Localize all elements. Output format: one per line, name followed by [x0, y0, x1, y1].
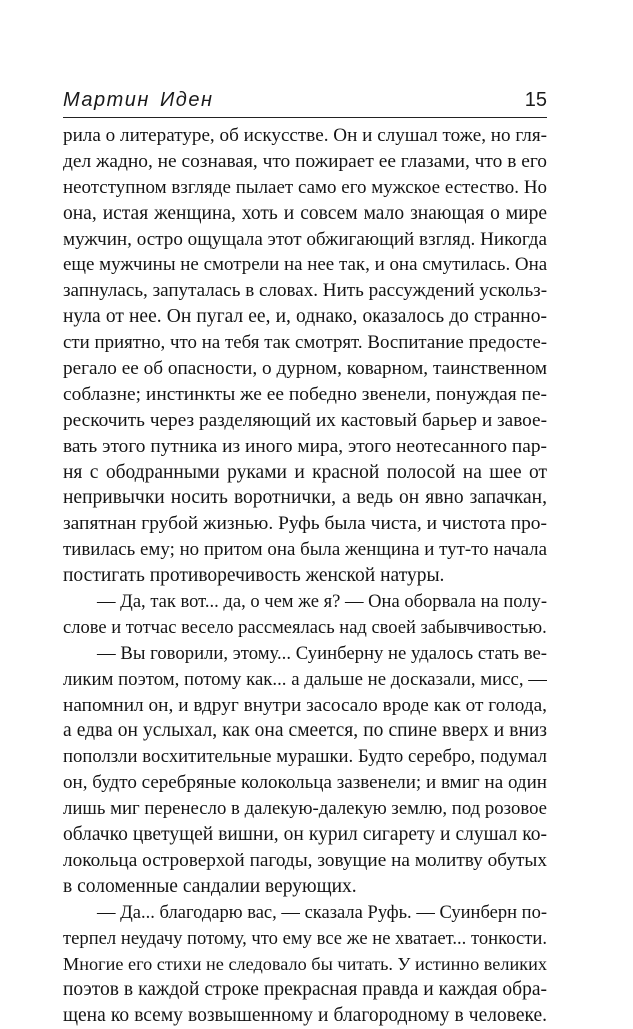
text-line: дел жадно, не сознавая, что пожирает ее глазами, что в его [63, 150, 547, 172]
text-line: локольца островерхой пагоды, зовущие на молитву обутых [63, 849, 547, 871]
text-line: — Да, так вот... да, о чем же я? — Она оборвала на полу- [97, 591, 547, 613]
text-line: сти приятно, что на тебя так смотрят. Воспитание предосте- [63, 332, 547, 354]
text-line: напомнил он, и вдруг внутри засосало вроде как от голода, [63, 694, 547, 716]
text-line: соблазне; инстинкты же ее победно звенели, понуждая пе- [63, 383, 547, 405]
text-line: — Да... благодарю вас, — сказала Руфь. — Суинберн по- [97, 901, 547, 923]
text-line: мужчин, остро ощущала этот обжигающий взгляд. Никогда [63, 228, 547, 250]
text-line: еще мужчины не смотрели на нее так, и она смутилась. Она [63, 254, 547, 276]
text-line: терпел неудачу потому, что ему все же не хватает... тонкости. [63, 927, 547, 949]
text-line: постигать противоречивость женской натуры. [63, 565, 445, 587]
text-line: тивилась ему; но притом она была женщина и тут-то начала [63, 539, 547, 561]
text-line: вать этого путника из иного мира, этого неотесанного пар- [63, 435, 547, 457]
text-line: щена ко всему возвышенному и благородному в человеке. [63, 1005, 547, 1027]
running-header [63, 86, 547, 116]
text-line: запнулась, запуталась в словах. Нить рассуждений ускольз- [63, 280, 547, 302]
text-line: она, истая женщина, хоть и совсем мало знающая о мире [63, 202, 547, 224]
text-line: он, будто серебряные колокольца зазвенели; и вмиг на один [63, 772, 547, 794]
text-line: а едва он услыхал, как она смеется, по спине вверх и вниз [63, 720, 547, 742]
text-line: неотступном взгляде пылает само его мужское естество. Но [63, 176, 547, 198]
text-line: рила о литературе, об искусстве. Он и слушал тоже, но гля- [63, 125, 547, 146]
text-line: — Вы говорили, этому... Суинберну не удалось стать ве- [97, 642, 547, 664]
text-line: ликим поэтом, потому как... а дальше не досказали, мисс, — [63, 668, 547, 690]
text-line: в соломенные сандалии верующих. [63, 875, 357, 897]
text-line: облачко цветущей вишни, он курил сигарету и слушал ко- [63, 824, 547, 846]
book-title: Мартин Иден [63, 89, 214, 111]
text-line: регало ее об опасности, о дурном, коварном, таинственном [63, 358, 547, 380]
text-line: ня с ободранными руками и красной полосой на шее от [63, 461, 547, 483]
text-line: поэтов в каждой строке прекрасная правда и каждая обра- [63, 979, 547, 1001]
text-line: Многие его стихи не следовало бы читать. У истинно великих [63, 953, 547, 974]
text-line: непривычки носить воротнички, а ведь он явно запачкан, [63, 487, 547, 509]
header-rule [63, 117, 547, 118]
text-line: поползли восхитительные мурашки. Будто серебро, подумал [63, 746, 547, 768]
text-line: лишь миг перенесло в далекую-далекую землю, под розовое [63, 798, 547, 820]
text-line: слове и тотчас весело рассмеялась над своей забывчивостью. [63, 616, 547, 638]
text-line: нула от нее. Он пугал ее, и, однако, оказалось до странно- [63, 306, 547, 328]
page-number: 15 [524, 89, 547, 111]
text-line: запятнан грубой жизнью. Руфь была чиста, и чистота про- [63, 513, 547, 535]
body-text [63, 123, 547, 1029]
text-line: рескочить через разделяющий их кастовый барьер и завое- [63, 409, 547, 431]
